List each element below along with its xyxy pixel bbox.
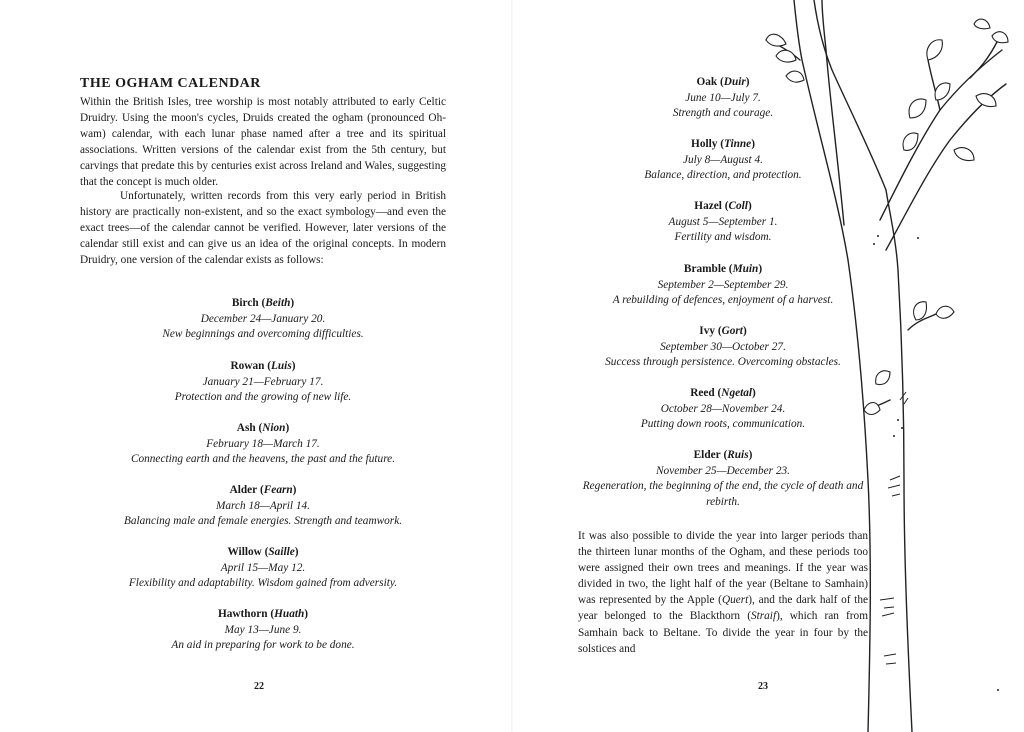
calendar-entry-reed: Reed (Ngetal) October 28—November 24. Putting down roots, communication. (578, 386, 868, 433)
leaf (976, 94, 996, 107)
date-range: June 10—July 7. (685, 91, 761, 104)
branch-right (880, 50, 1002, 220)
leaf (935, 83, 950, 100)
tree-meaning: Putting down roots, communication. (640, 418, 806, 431)
ogham-name: Ruis (727, 449, 749, 461)
date-range: March 18—April 14. (215, 499, 311, 512)
date-range: July 8—August 4. (682, 153, 763, 166)
tree-name: Hazel (694, 200, 722, 212)
trunk-right-edge (886, 190, 912, 732)
calendar-entry-birch: Birch (Beith) December 24—January 20. New beginnings and overcoming difficulties. (80, 296, 446, 343)
ogham-name: Coll (728, 200, 748, 212)
tree-meaning: Success through persistence. Overcoming obstacles. (605, 356, 841, 369)
bark-dot (901, 427, 903, 429)
ogham-name: Muin (732, 263, 759, 275)
ogham-name: Nion (262, 422, 286, 434)
tree-meaning: Strength and courage. (672, 107, 774, 120)
bark-mark (884, 654, 896, 664)
date-range: November 25—December 23. (656, 464, 790, 477)
tree-name: Birch (231, 297, 259, 309)
date-range: May 13—June 9. (224, 623, 302, 636)
leaf (914, 302, 927, 320)
date-range: December 24—January 20. (200, 312, 326, 325)
bark-dot (897, 419, 899, 421)
ogham-name: Luis (271, 360, 292, 372)
leaf (974, 19, 990, 29)
calendar-entry-hazel: Hazel (Coll) August 5—September 1. Fertility and wisdom. (578, 199, 868, 246)
calendar-entry-hawthorn: Hawthorn (Huath) May 13—June 9. An aid in preparing for work to be done. (80, 607, 446, 654)
section-title: THE OGHAM CALENDAR (80, 76, 261, 91)
tree-name: Ivy (699, 325, 715, 337)
calendar-entry-rowan: Rowan (Luis) January 21—February 17. Protection and the growing of new life. (80, 359, 446, 406)
twig-2 (970, 40, 998, 78)
bark-mark (888, 476, 900, 496)
branch-right-lower (886, 84, 1006, 250)
date-range: August 5—September 1. (668, 215, 778, 228)
leaf (776, 50, 796, 62)
paragraph-text: ), and the dark half of the year belonged to the Blackthorn ( (578, 594, 868, 623)
tree-meaning: Protection and the growing of new life. (174, 391, 352, 404)
tree-name: Bramble (683, 263, 726, 275)
leaf (954, 148, 974, 161)
twig-1 (928, 60, 940, 110)
ogham-name: Duir (723, 76, 746, 88)
page-number-right: 23 (758, 681, 768, 692)
bark-dot (997, 689, 999, 691)
tree-meaning: Regeneration, the beginning of the end, the cycle of death and rebirth. (582, 480, 864, 508)
ogham-name: Tinne (724, 138, 752, 150)
bark-dot (873, 243, 875, 245)
bark-mark (900, 392, 908, 404)
date-range: September 30—October 27. (660, 340, 786, 353)
date-range: February 18—March 17. (206, 437, 320, 450)
tree-meaning: Flexibility and adaptability. Wisdom gained from adversity. (128, 577, 398, 590)
ogham-name: Ngetal (721, 387, 753, 399)
bark-mark (880, 598, 894, 616)
date-range: January 21—February 17. (202, 375, 324, 388)
ogham-term-straif: Straif (750, 610, 777, 623)
leaf (909, 99, 926, 118)
leaf (927, 40, 942, 60)
tree-name: Holly (691, 138, 718, 150)
calendar-entry-bramble: Bramble (Muin) September 2—September 29. A rebuilding of defences, enjoyment of a harvest. (578, 262, 868, 309)
tree-illustration (740, 0, 1024, 732)
calendar-entry-elder: Elder (Ruis) November 25—December 23. Regeneration, the beginning of the end, the cycle of death and rebirth. (578, 448, 868, 510)
leaf (786, 71, 804, 82)
tree-meaning: Balance, direction, and protection. (644, 169, 802, 182)
tree-name: Alder (229, 484, 258, 496)
leaf (903, 133, 918, 150)
ogham-name: Huath (274, 608, 305, 620)
tree-name: Hawthorn (217, 608, 268, 620)
paragraph-text: ), which ran from Samhain back to Beltane. To divide the year in four by the solstices and (578, 610, 868, 655)
tree-meaning: Connecting earth and the heavens, the past and the future. (130, 453, 396, 466)
leaf (876, 371, 890, 385)
intro-paragraph: Within the British Isles, tree worship is most notably attributed to early Celtic Druidry. Using the moon's cycles, Druids created the ogham (pronounced Oh-wam) calendar, with each lunar phase named after a tree and its spiritual associations. Written versions of the calendar exist from the 5th century, but carvings that predate this by centuries exist across Ireland and Wales, suggesting that the concept is much older. (80, 96, 446, 189)
date-range: October 28—November 24. (660, 402, 786, 415)
leaf (766, 34, 786, 46)
calendar-intro-paragraph: Unfortunately, written records from this very early period in British history are practically non-existent, and so the exact symbology—and even the exact trees—of the calendar cannot be verified. However, later versions of the calendar still exist and can give us an idea of the original concepts. In modern Druidry, one version of the calendar exists as follows: (80, 190, 446, 267)
tree-name: Ash (236, 422, 256, 434)
tree-name: Willow (227, 546, 262, 558)
calendar-entry-ash: Ash (Nion) February 18—March 17. Connecting earth and the heavens, the past and the future. (80, 421, 446, 468)
branch-upper-left (814, 0, 886, 190)
book-gutter (511, 0, 513, 732)
paragraph-text: It was also possible to divide the year into larger periods than the thirteen lunar months of the Ogham, and these periods too were assigned their own trees and meanings. If the year was divided in two, the light half of the year (Beltane to Samhain) was represented by the Apple ( (578, 530, 868, 607)
calendar-entry-oak: Oak (Duir) June 10—July 7. Strength and courage. (578, 75, 868, 122)
tree-name: Reed (690, 387, 715, 399)
ogham-term-quert: Quert (721, 594, 749, 607)
tree-meaning: An aid in preparing for work to be done. (171, 639, 355, 652)
ogham-name: Saille (268, 546, 295, 558)
tree-meaning: A rebuilding of defences, enjoyment of a harvest. (612, 294, 834, 307)
calendar-entry-willow: Willow (Saille) April 15—May 12. Flexibility and adaptability. Wisdom gained from adversity. (80, 545, 446, 592)
date-range: April 15—May 12. (220, 561, 306, 574)
tree-name: Rowan (230, 360, 265, 372)
leaf (864, 403, 880, 415)
bark-dot (893, 435, 895, 437)
calendar-entry-holly: Holly (Tinne) July 8—August 4. Balance, direction, and protection. (578, 137, 868, 184)
date-range: September 2—September 29. (657, 278, 789, 291)
ogham-name: Beith (265, 297, 291, 309)
tree-name: Oak (696, 76, 718, 88)
tree-meaning: Fertility and wisdom. (674, 231, 772, 244)
page-number-left: 22 (254, 681, 264, 692)
tree-meaning: New beginnings and overcoming difficulties. (162, 328, 364, 341)
calendar-entry-alder: Alder (Fearn) March 18—April 14. Balancing male and female energies. Strength and teamwork. (80, 483, 446, 530)
leaf (936, 306, 954, 318)
leaf (992, 32, 1008, 43)
tree-name: Elder (693, 449, 721, 461)
calendar-entry-ivy: Ivy (Gort) September 30—October 27. Success through persistence. Overcoming obstacles. (578, 324, 868, 371)
tree-meaning: Balancing male and female energies. Strength and teamwork. (123, 515, 403, 528)
bark-dot (917, 237, 919, 239)
ogham-name: Fearn (263, 484, 293, 496)
bark-dot (877, 235, 879, 237)
ogham-name: Gort (721, 325, 743, 337)
